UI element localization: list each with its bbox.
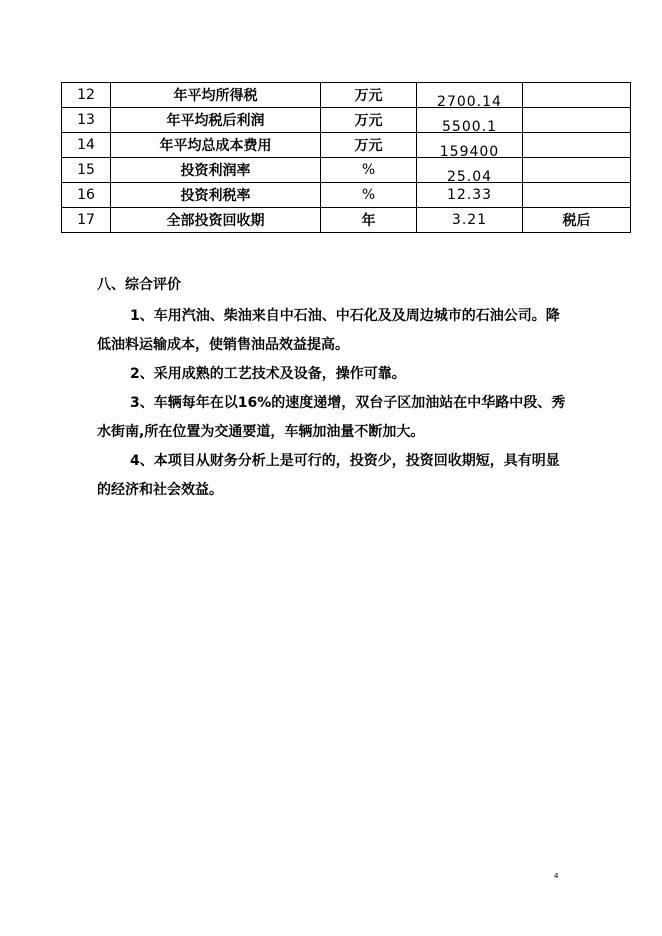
page-number: 4 — [554, 872, 559, 880]
indicator-value — [417, 158, 523, 183]
table-row — [62, 208, 631, 233]
indicator-name: 年平均所得税 — [111, 83, 321, 108]
indicator-unit: % — [321, 158, 417, 183]
table-row — [62, 133, 631, 158]
indicator-value — [417, 83, 523, 108]
evaluation-paragraph — [97, 389, 573, 446]
indicator-unit: 年 — [321, 208, 417, 233]
row-number: 17 — [62, 208, 111, 233]
paragraph-text: 4、本项目从财务分析上是可行的，投资少，投资回收期短，具有明显的经济和社会效益。 — [97, 453, 560, 498]
row-number: 15 — [62, 158, 111, 183]
indicator-name: 年平均税后利润 — [111, 108, 321, 133]
indicator-unit: 万元 — [321, 83, 417, 108]
row-number: 14 — [62, 133, 111, 158]
value-text: 3.21 — [451, 212, 488, 228]
evaluation-paragraph — [97, 447, 573, 504]
table-row — [62, 83, 631, 108]
indicator-name: 年平均总成本费用 — [111, 133, 321, 158]
indicator-note — [523, 83, 631, 108]
indicator-note: 税后 — [523, 208, 631, 233]
value-text: 5500.1 — [442, 119, 497, 133]
section-heading: 八、综合评价 — [97, 277, 181, 293]
indicator-unit: % — [321, 183, 417, 208]
paragraph-text: 3、车辆每年在以16%的速度递增，双台子区加油站在中华路中段、秀水街南,所在位置为交通要道，车辆加油量不断加大。 — [97, 395, 566, 440]
indicator-name: 投资利润率 — [111, 158, 321, 183]
value-text: 2700.14 — [437, 94, 502, 108]
row-number: 12 — [62, 83, 111, 108]
table-row — [62, 183, 631, 208]
table-row — [62, 158, 631, 183]
indicator-note — [523, 158, 631, 183]
value-text: 25.04 — [446, 169, 493, 183]
value-text: 12.33 — [446, 187, 493, 203]
financial-indicators-table — [61, 82, 631, 233]
indicator-value — [417, 183, 523, 208]
paragraph-text: 1、车用汽油、柴油来自中石油、中石化及及周边城市的石油公司。降低油料运输成本，使销售油品效益提高。 — [97, 308, 560, 353]
indicator-unit: 万元 — [321, 108, 417, 133]
indicator-name: 全部投资回收期 — [111, 208, 321, 233]
value-text: 159400 — [439, 144, 500, 158]
paragraph-text: 2、采用成熟的工艺技术及设备，操作可靠。 — [130, 366, 406, 382]
row-number: 16 — [62, 183, 111, 208]
evaluation-paragraph — [97, 360, 573, 389]
indicator-value — [417, 208, 523, 233]
indicator-note — [523, 133, 631, 158]
indicator-value — [417, 133, 523, 158]
indicator-name: 投资利税率 — [111, 183, 321, 208]
table-row — [62, 108, 631, 133]
indicator-note — [523, 108, 631, 133]
indicator-note — [523, 183, 631, 208]
indicator-unit: 万元 — [321, 133, 417, 158]
indicator-value — [417, 108, 523, 133]
row-number: 13 — [62, 108, 111, 133]
evaluation-paragraph — [97, 302, 573, 359]
